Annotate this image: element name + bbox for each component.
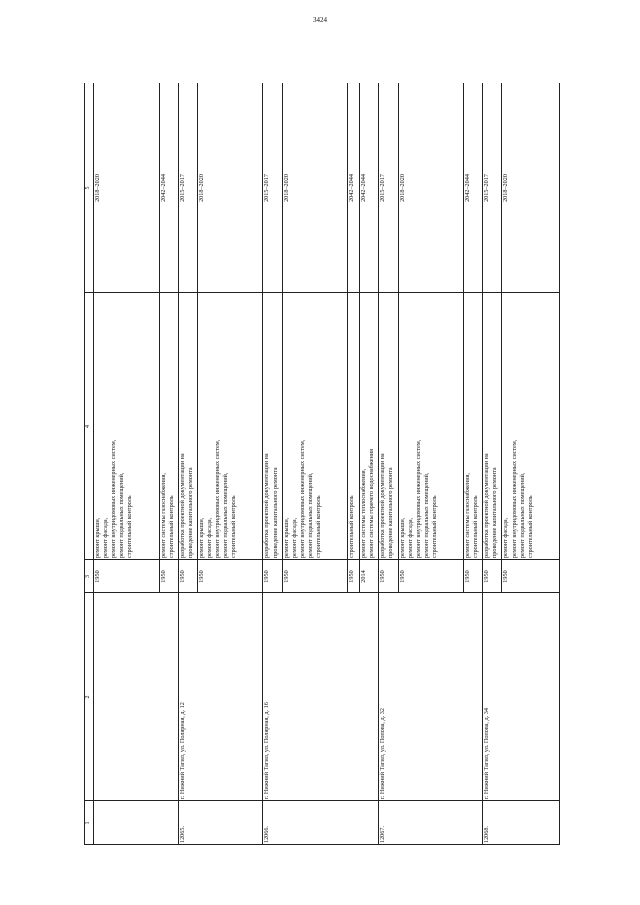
build-year: 1950 — [464, 570, 471, 583]
work-period: 2018–2020 — [502, 174, 510, 202]
column-header: 1 — [85, 821, 91, 825]
work-item: строительный контроль — [526, 495, 534, 558]
column-header: 4 — [85, 425, 91, 428]
work-item: разработка проектной документации на — [178, 453, 186, 558]
work-period: 2018–2020 — [282, 174, 290, 202]
work-item: проведение капитального ремонта — [271, 467, 279, 558]
work-item: ремонт внутридомовых инженерных систем, — [510, 439, 518, 558]
work-period: 2018–2020 — [398, 174, 406, 202]
build-year: 1950 — [94, 570, 101, 583]
building-number: 12067. — [379, 825, 387, 843]
building-address: г. Нижний Тагил, ул. Попова, д. 32 — [379, 708, 387, 799]
work-item: строительный контроль — [126, 495, 134, 558]
build-year: 1950 — [159, 570, 167, 583]
work-item: ремонт подвальных помещений, — [518, 472, 526, 558]
building-address: г. Нижний Тагил, ул. Полярная, д. 16 — [263, 702, 271, 799]
work-item: строительный контроль — [167, 495, 175, 558]
work-item: ремонт крыши, — [94, 517, 101, 558]
work-period: 2015–2017 — [483, 174, 491, 202]
work-item: ремонт внутридомовых инженерных систем, — [298, 439, 306, 558]
build-year: 1950 — [483, 570, 491, 583]
work-item: ремонт внутридомовых инженерных систем, — [110, 439, 118, 558]
work-period: 2018–2020 — [94, 174, 101, 202]
work-item: разработка проектной документации на — [379, 453, 387, 558]
work-item: ремонт фасада, — [102, 517, 110, 558]
work-item: ремонт крыши, — [282, 517, 290, 558]
building-number: 12068. — [483, 825, 491, 843]
building-number: 12065. — [178, 825, 186, 843]
building-number: 12066. — [263, 825, 271, 843]
work-item: ремонт подвальных помещений, — [306, 472, 314, 558]
work-item: строительный контроль — [430, 495, 438, 558]
build-year: 1950 — [263, 570, 271, 583]
work-period: 2042–2044 — [159, 174, 167, 202]
work-item: разработка проектной документации на — [263, 453, 271, 558]
build-year: 1950 — [282, 570, 290, 583]
work-item: ремонт фасада, — [290, 517, 298, 558]
column-header: 2 — [85, 695, 91, 699]
repair-schedule-table — [84, 83, 602, 845]
work-period: 2018–2020 — [197, 174, 205, 202]
work-period: 2015–2017 — [379, 174, 387, 202]
page-number: 3424 — [313, 16, 327, 24]
work-item: ремонт внутридомовых инженерных систем, — [414, 439, 422, 558]
work-period: 2042–2044 — [464, 174, 471, 202]
work-item: ремонт фасада, — [502, 517, 510, 558]
column-header: 3 — [85, 575, 91, 578]
build-year: 1950 — [379, 570, 387, 583]
work-period: 2042–2044 — [360, 174, 368, 202]
work-item: ремонт подвальных помещений, — [222, 472, 230, 558]
work-item: ремонт подвальных помещений, — [118, 472, 126, 558]
build-year: 1950 — [502, 570, 510, 583]
work-item: ремонт системы горячего водоснабжения — [368, 449, 376, 558]
work-item: ремонт системы газоснабжения, — [159, 473, 167, 558]
build-year: 1950 — [348, 570, 356, 583]
work-item: ремонт фасада, — [406, 517, 414, 558]
build-year: 1950 — [197, 570, 205, 583]
work-period: 2015–2017 — [263, 174, 271, 202]
work-item: ремонт крыши, — [398, 517, 406, 558]
column-header: 5 — [85, 186, 91, 190]
work-item: проведение капитального ремонта — [491, 467, 499, 558]
table-viewport — [84, 83, 602, 845]
work-item: ремонт фасада, — [206, 517, 213, 558]
work-period: 2042–2044 — [348, 174, 356, 202]
work-item: ремонт системы теплоснабжения, — [360, 468, 368, 558]
work-item: ремонт крыши, — [197, 517, 205, 558]
work-item: проведение капитального ремонта — [186, 467, 194, 558]
building-address: г. Нижний Тагил, ул. Попова, д. 34 — [483, 708, 491, 799]
build-year: 1950 — [178, 570, 186, 583]
work-item: ремонт подвальных помещений, — [422, 472, 430, 558]
work-item: строительный контроль — [230, 495, 238, 558]
work-item: разработка проектной документации на — [483, 453, 491, 558]
work-item: строительный контроль — [315, 495, 322, 558]
work-item: строительный контроль — [472, 495, 480, 558]
building-address: г. Нижний Тагил, ул. Полярная, д. 12 — [178, 702, 186, 799]
build-year: 1950 — [398, 570, 406, 583]
build-year: 2014 — [360, 570, 368, 583]
work-item: ремонт системы газоснабжения, — [464, 473, 471, 558]
work-item: строительный контроль — [348, 495, 356, 558]
work-item: ремонт внутридомовых инженерных систем, — [214, 439, 222, 558]
work-period: 2015–2017 — [178, 174, 186, 202]
work-item: проведение капитального ремонта — [387, 467, 395, 558]
